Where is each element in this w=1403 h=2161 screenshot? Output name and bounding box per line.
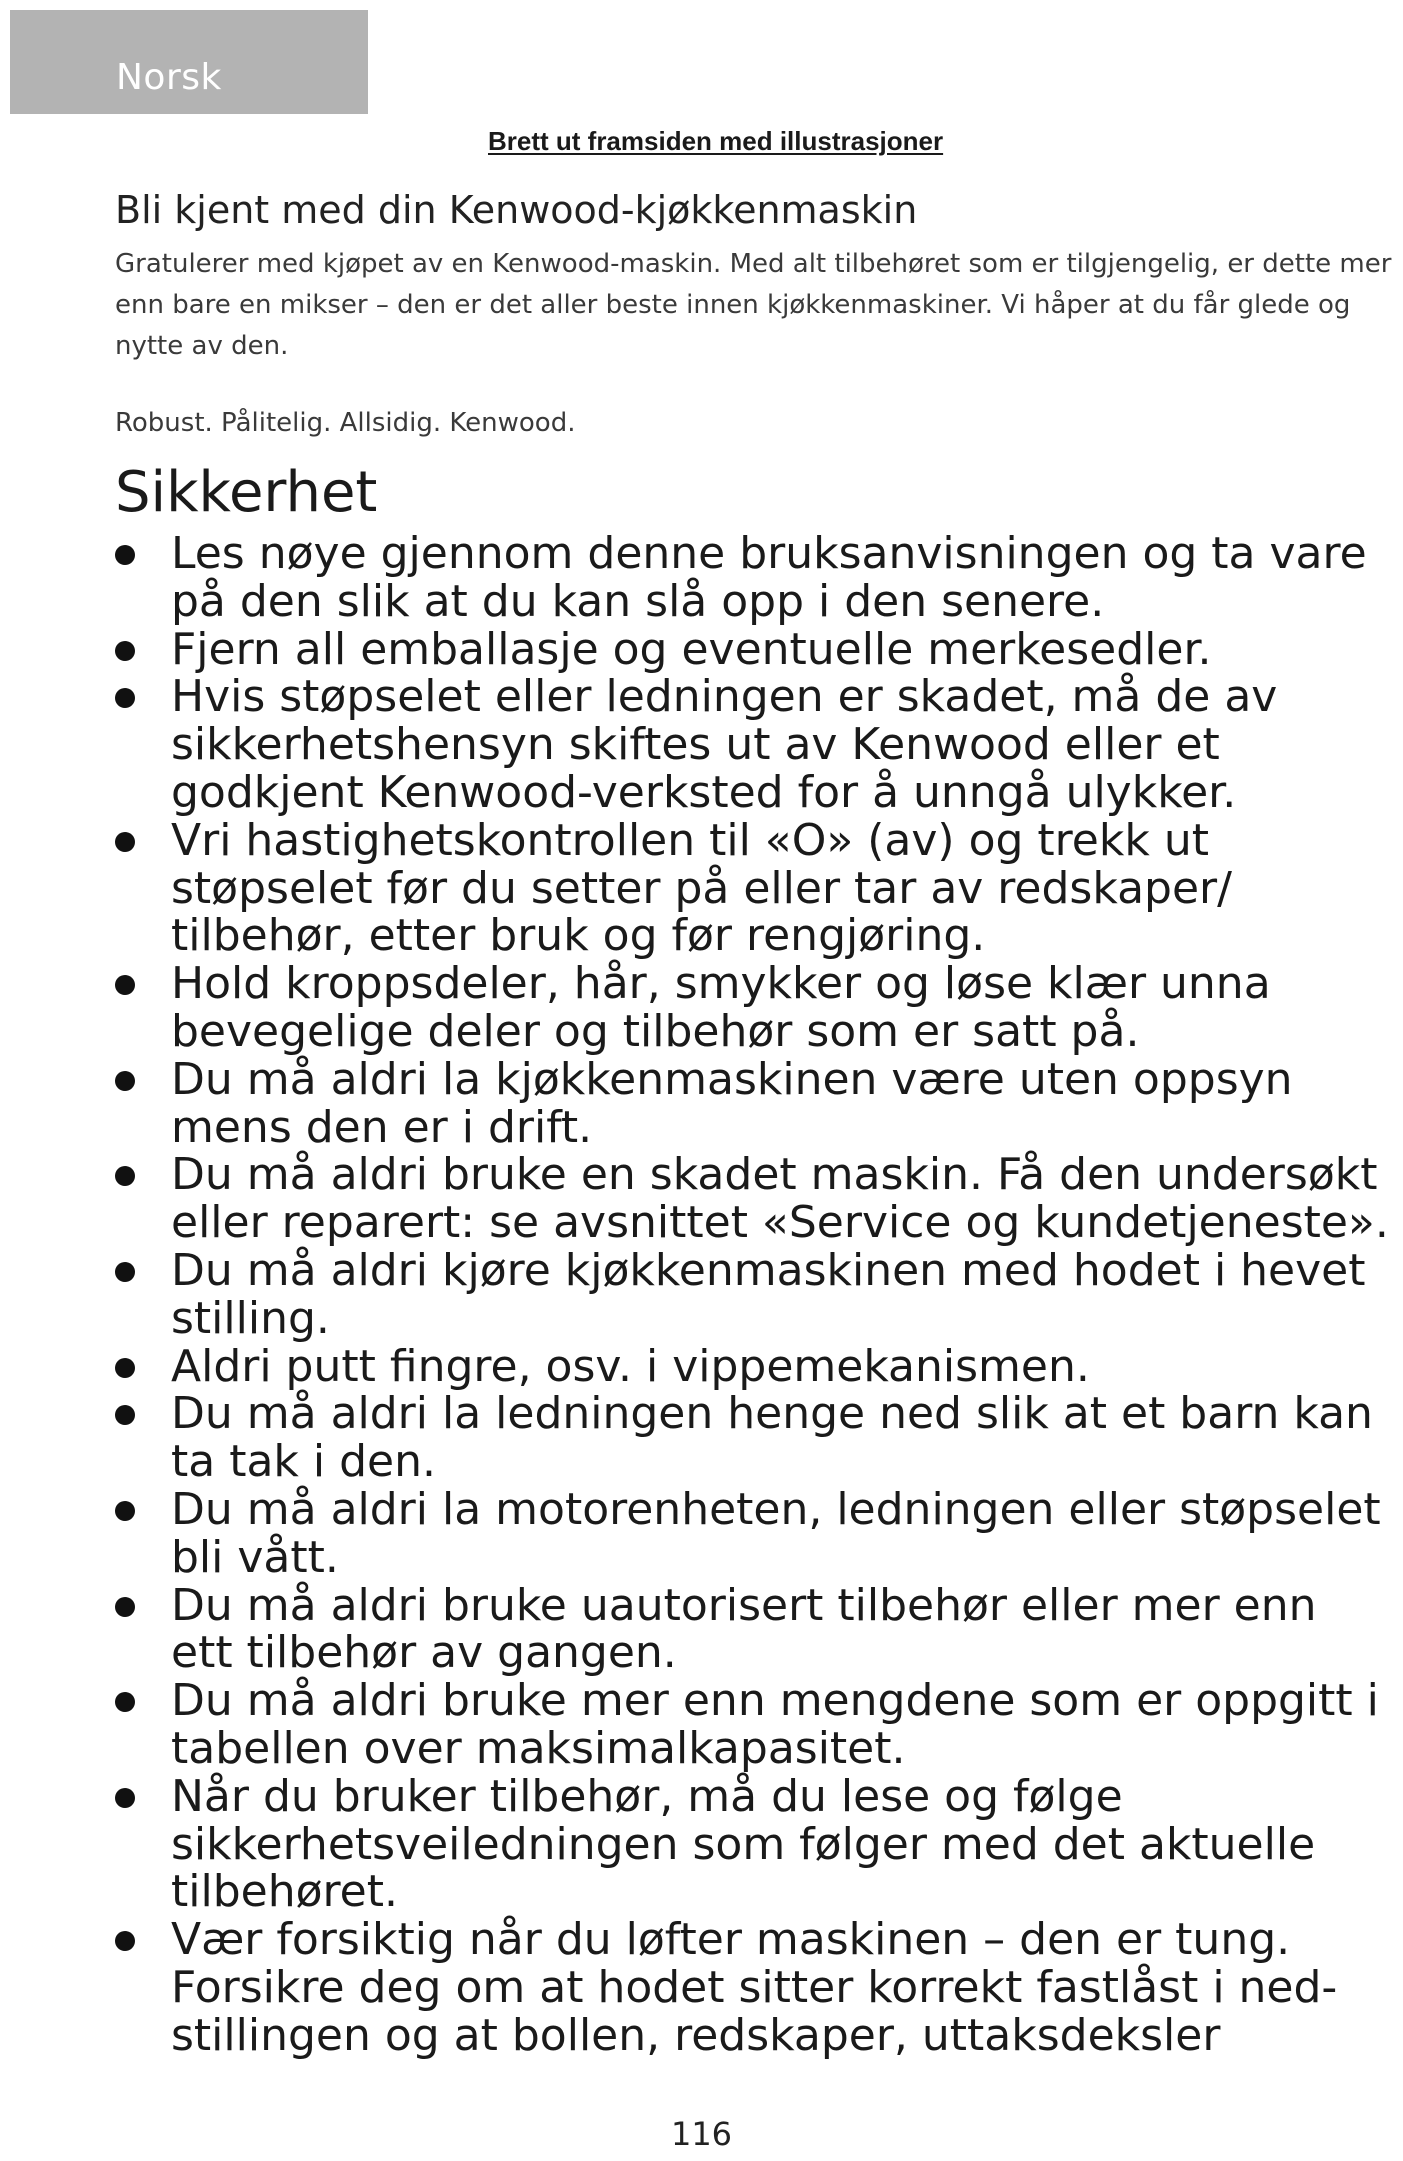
bullet-icon xyxy=(115,1788,135,1808)
safety-item-text: Hold kroppsdeler, hår, smykker og løse klær unna bevegelige deler og tilbehør som er satt på. xyxy=(171,958,1271,1057)
safety-item xyxy=(115,623,1390,675)
tagline: Robust. Pålitelig. Allsidig. Kenwood. xyxy=(115,408,576,438)
safety-item-text: Hvis støpselet eller ledningen er skadet, må de av sikkerhetshensyn skiftes ut av Kenwood eller et godkjent Kenwood-verksted for å unngå ulykker. xyxy=(171,671,1278,818)
safety-item-text: Du må aldri la motorenheten, ledningen eller støpselet bli vått. xyxy=(171,1483,1381,1583)
safety-item-text: Du må aldri bruke mer enn mengdene som er oppgitt i tabellen over maksimalkapasitet. xyxy=(171,1675,1379,1774)
bullet-icon xyxy=(115,832,135,852)
safety-item xyxy=(115,1390,1390,1486)
safety-item-text: Du må aldri kjøre kjøkkenmaskinen med hodet i hevet stilling. xyxy=(171,1244,1366,1344)
bullet-icon xyxy=(115,641,135,661)
bullet-icon xyxy=(115,975,135,995)
safety-item-text: Vær forsiktig når du løfter maskinen – den er tung. Forsikre deg om at hodet sitter korrekt fastlåst i ned-stillingen og at bollen, redskaper, uttaksdeksler xyxy=(171,1914,1338,2061)
safety-item xyxy=(115,1244,1390,1344)
safety-item xyxy=(115,1340,1390,1392)
safety-item-text: Du må aldri la kjøkkenmaskinen være uten oppsyn mens den er i drift. xyxy=(171,1053,1293,1153)
page-number: 116 xyxy=(670,2115,733,2153)
safety-item xyxy=(115,1151,1390,1247)
safety-item xyxy=(115,1579,1390,1679)
safety-item-text: Når du bruker tilbehør, må du lese og følge sikkerhetsveiledningen som følger med det aktuelle tilbehøret. xyxy=(171,1770,1316,1918)
safety-item xyxy=(115,814,1390,962)
fold-out-note: Brett ut framsiden med illustrasjoner xyxy=(488,126,944,156)
bullet-icon xyxy=(115,1405,135,1425)
safety-item-text: Les nøye gjennom denne bruksanvisningen og ta vare på den slik at du kan slå opp i den senere. xyxy=(171,528,1367,627)
bullet-icon xyxy=(115,1358,135,1378)
bullet-icon xyxy=(115,1262,135,1282)
safety-item-text: Aldri putt fingre, osv. i vippemekanismen. xyxy=(171,1340,1090,1392)
bullet-icon xyxy=(115,545,135,565)
bullet-icon xyxy=(115,1692,135,1712)
bullet-icon xyxy=(115,1166,135,1186)
bullet-icon xyxy=(115,1931,135,1951)
bullet-icon xyxy=(115,1597,135,1617)
safety-item xyxy=(115,673,1390,816)
safety-list xyxy=(115,530,1390,2060)
safety-item-text: Fjern all emballasje og eventuelle merkesedler. xyxy=(171,623,1212,675)
language-tab xyxy=(10,10,368,114)
intro-heading: Bli kjent med din Kenwood-kjøkkenmaskin xyxy=(115,188,918,232)
safety-item xyxy=(115,530,1390,626)
safety-item xyxy=(115,1053,1390,1153)
bullet-icon xyxy=(115,1071,135,1091)
safety-item xyxy=(115,1677,1390,1773)
intro-paragraph: Gratulerer med kjøpet av en Kenwood-maskin. Med alt tilbehøret som er tilgjengelig, er dette mer enn bare en mikser – den er det aller beste innen kjøkkenmaskiner. Vi håper at du får glede og nytte av den. xyxy=(115,249,1392,361)
bullet-icon xyxy=(115,1501,135,1521)
safety-item xyxy=(115,1770,1390,1918)
safety-item xyxy=(115,1916,1390,2059)
safety-item xyxy=(115,960,1390,1056)
safety-item-text: Du må aldri bruke uautorisert tilbehør eller mer enn ett tilbehør av gangen. xyxy=(171,1579,1317,1679)
safety-item xyxy=(115,1483,1390,1583)
language-label: Norsk xyxy=(116,56,222,98)
safety-item-text: Vri hastighetskontrollen til «O» (av) og trekk ut støpselet før du setter på eller tar av redskaper/ tilbehør, etter bruk og før rengjøring. xyxy=(171,814,1232,962)
safety-item-text: Du må aldri bruke en skadet maskin. Få den undersøkt eller reparert: se avsnittet «Service og kundetjeneste». xyxy=(171,1149,1389,1249)
safety-heading: Sikkerhet xyxy=(115,460,378,525)
safety-item-text: Du må aldri la ledningen henge ned slik at et barn kan ta tak i den. xyxy=(171,1388,1373,1488)
bullet-icon xyxy=(115,688,135,708)
